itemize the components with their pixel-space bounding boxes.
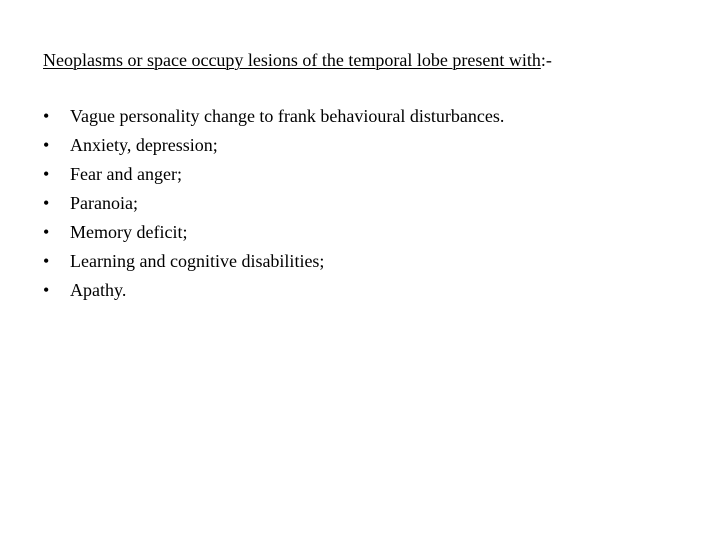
bullet-icon: • <box>43 106 50 126</box>
list-item-text: Learning and cognitive disabilities; <box>70 251 325 271</box>
list-item-text: Paranoia; <box>70 193 138 213</box>
bullet-icon: • <box>43 251 50 271</box>
bullet-icon: • <box>43 222 50 242</box>
list-item-text: Fear and anger; <box>70 164 182 184</box>
bullet-icon: • <box>43 193 50 213</box>
bullet-icon: • <box>43 164 50 184</box>
heading-suffix: :- <box>540 50 552 70</box>
list-item-text: Memory deficit; <box>70 222 188 242</box>
bullet-icon: • <box>43 135 50 155</box>
bullet-icon: • <box>43 280 50 300</box>
heading-underlined-text: Neoplasms or space occupy lesions of the temporal lobe present with <box>43 50 541 70</box>
list-item-text: Vague personality change to frank behavioural disturbances. <box>70 106 505 126</box>
list-item-text: Anxiety, depression; <box>70 135 218 155</box>
slide-heading <box>43 49 552 71</box>
list-item-text: Apathy. <box>70 280 127 300</box>
